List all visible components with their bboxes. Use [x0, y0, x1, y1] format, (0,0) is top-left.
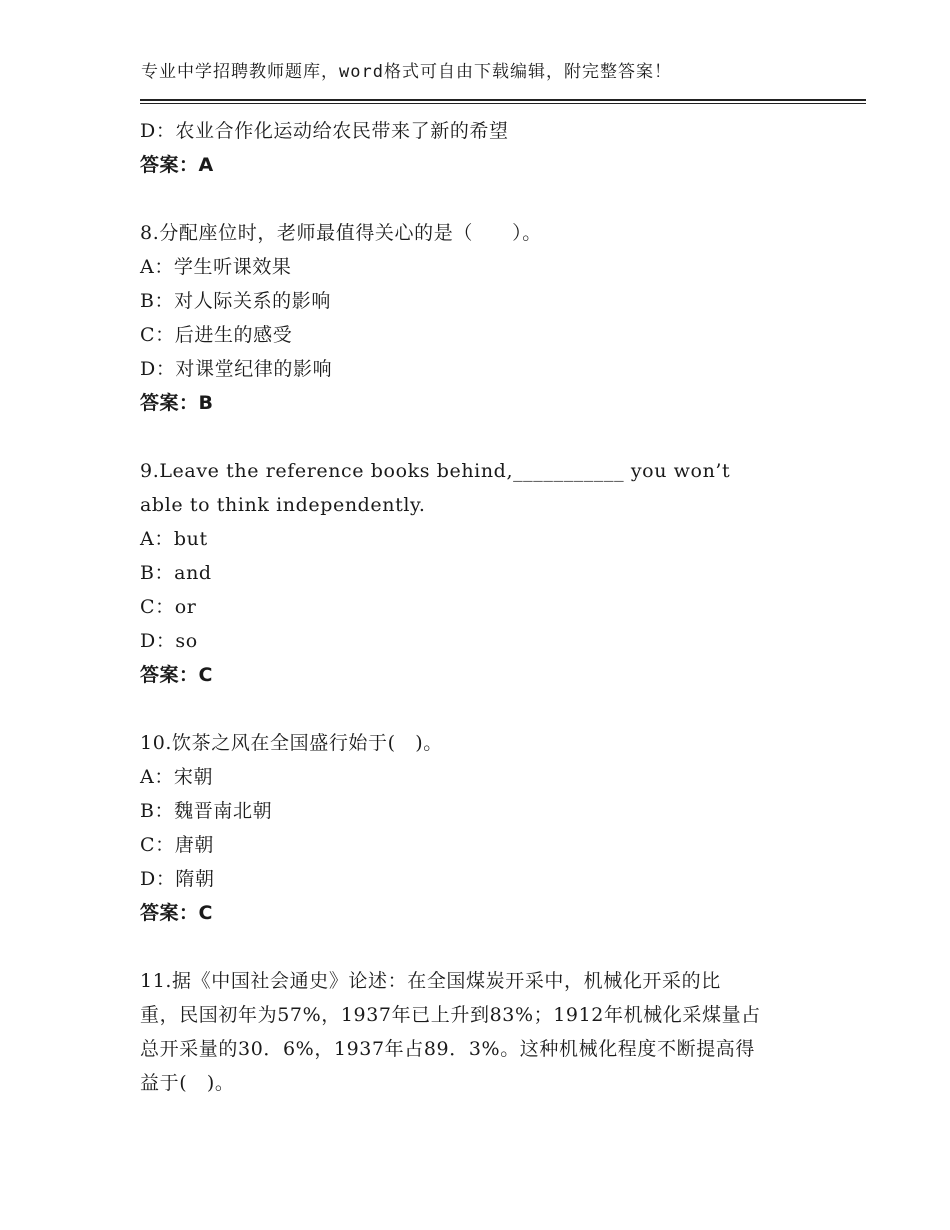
question-11 [140, 964, 840, 1100]
header-rule-thin [140, 103, 866, 104]
option-c: C：or [140, 596, 197, 618]
question-list [140, 114, 840, 1100]
page-header: 专业中学招聘教师题库，word格式可自由下载编辑，附完整答案！ [141, 62, 672, 82]
question-stem-line-3: 总开采量的30．6%，1937年占89．3%。这种机械化程度不断提高得 [140, 1038, 755, 1060]
option-a: A：宋朝 [140, 766, 214, 788]
question-stem-line-1: 9.Leave the reference books behind,___________ you won’t [140, 460, 731, 482]
spacer [140, 182, 840, 216]
question-stem-line-2: able to think independently. [140, 494, 426, 516]
question-9 [140, 454, 840, 692]
option-d: D：农业合作化运动给农民带来了新的希望 [140, 120, 509, 142]
option-d: D：对课堂纪律的影响 [140, 358, 333, 380]
option-d: D：so [140, 630, 198, 652]
spacer [140, 420, 840, 454]
option-b: B：魏晋南北朝 [140, 800, 273, 822]
header-rule-thick [140, 99, 866, 101]
option-a: A：but [140, 528, 208, 550]
answer: 答案：A [140, 154, 214, 176]
answer: 答案：B [140, 392, 214, 414]
answer: 答案：C [140, 664, 213, 686]
question-stem-line-1: 11.据《中国社会通史》论述：在全国煤炭开采中，机械化开采的比 [140, 970, 721, 992]
option-c: C：后进生的感受 [140, 324, 293, 346]
question-8 [140, 216, 840, 420]
question-stem: 10.饮茶之风在全国盛行始于( )。 [140, 732, 443, 754]
question-stem-line-4: 益于( )。 [140, 1072, 235, 1094]
question-10 [140, 726, 840, 930]
option-a: A：学生听课效果 [140, 256, 292, 278]
option-c: C：唐朝 [140, 834, 214, 856]
option-b: B：对人际关系的影响 [140, 290, 331, 312]
option-d: D：隋朝 [140, 868, 215, 890]
question-7-tail [140, 114, 840, 182]
answer: 答案：C [140, 902, 213, 924]
question-stem-line-2: 重，民国初年为57%，1937年已上升到83%；1912年机械化采煤量占 [140, 1004, 761, 1026]
question-stem: 8.分配座位时，老师最值得关心的是（ ）。 [140, 222, 542, 244]
option-b: B：and [140, 562, 212, 584]
spacer [140, 692, 840, 726]
spacer [140, 930, 840, 964]
